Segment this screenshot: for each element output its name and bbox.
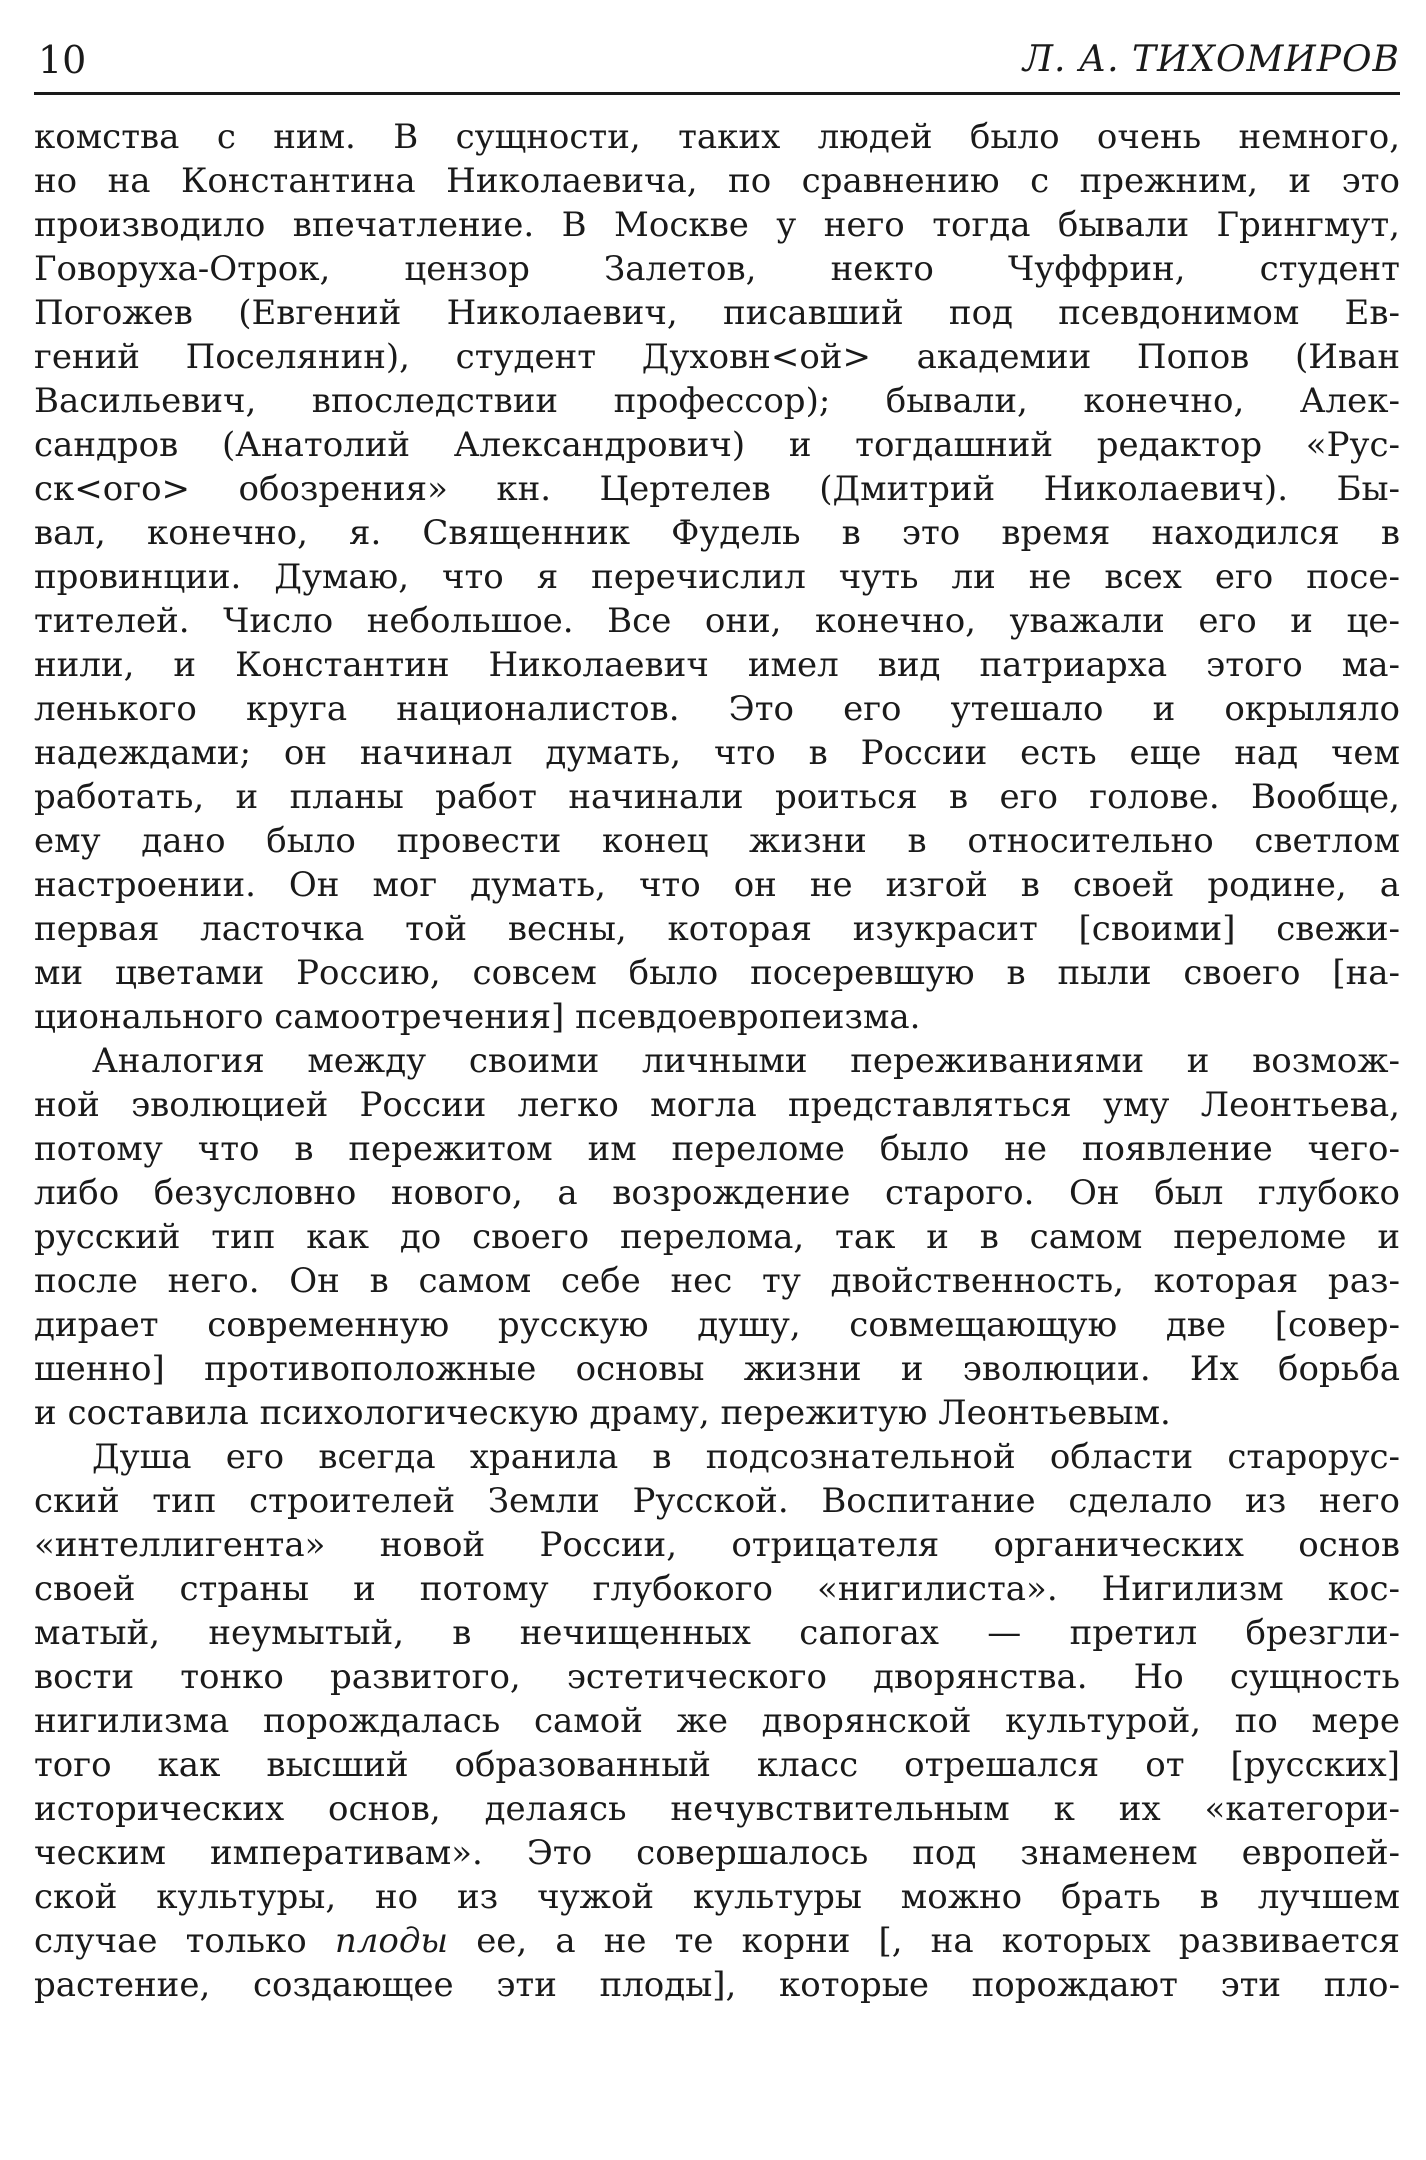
text-line: Аналогия между своими личными переживаниями и возмож- [92, 1041, 1400, 1081]
page-header [34, 34, 1400, 95]
italic-word: плоды [334, 1921, 449, 1961]
text-line: первая ласточка той весны, которая изукрасит [своими] свежи- [34, 909, 1400, 949]
paragraph-2 [34, 1039, 1400, 1435]
running-head: Л. А. ТИХОМИРОВ [1022, 39, 1400, 80]
text-line: и составила психологическую драму, пережитую Леонтьевым. [34, 1393, 1171, 1433]
text-run: случае только [34, 1921, 335, 1961]
text-line: потому что в пережитом им переломе было не появление чего- [34, 1129, 1400, 1169]
text-line: ционального самоотречения] псевдоевропеизма. [34, 997, 921, 1037]
text-line: ми цветами Россию, совсем было посеревшую в пыли своего [на- [34, 953, 1400, 993]
text-line: ской культуры, но из чужой культуры можно брать в лучшем [34, 1877, 1400, 1917]
text-line: но на Константина Николаевича, по сравнению с прежним, и это [34, 161, 1400, 201]
text-line: Душа его всегда хранила в подсознательной области старорус- [92, 1437, 1400, 1477]
text-line: растение, создающее эти плоды], которые порождают эти пло- [34, 1965, 1400, 2005]
text-line: дирает современную русскую душу, совмещающую две [совер- [34, 1305, 1400, 1345]
text-line: матый, неумытый, в нечищенных сапогах — претил брезгли- [34, 1613, 1400, 1653]
text-line: русский тип как до своего перелома, так и в самом переломе и [34, 1217, 1400, 1257]
text-line: ск<ого> обозрения» кн. Цертелев (Дмитрий Николаевич). Бы- [34, 469, 1400, 509]
text-line: Васильевич, впоследствии профессор); бывали, конечно, Алек- [34, 381, 1400, 421]
text-run: ее, а не те корни [, на которых развивается [448, 1921, 1400, 1961]
text-line: исторических основ, делаясь нечувствительным к их «категори- [34, 1789, 1400, 1829]
text-line: ной эволюцией России легко могла представляться уму Леонтьева, [34, 1085, 1400, 1125]
text-line: того как высший образованный класс отрешался от [русских] [34, 1745, 1400, 1785]
text-line: нили, и Константин Николаевич имел вид патриарха этого ма- [34, 645, 1400, 685]
text-line: производило впечатление. В Москве у него тогда бывали Грингмут, [34, 205, 1400, 245]
text-line: тителей. Число небольшое. Все они, конечно, уважали его и це- [34, 601, 1400, 641]
text-line: надеждами; он начинал думать, что в России есть еще над чем [34, 733, 1400, 773]
text-line: сандров (Анатолий Александрович) и тогдашний редактор «Рус- [34, 425, 1400, 465]
text-line: ческим императивам». Это совершалось под знаменем европей- [34, 1833, 1400, 1873]
text-line: комства с ним. В сущности, таких людей было очень немного, [34, 117, 1400, 157]
text-line-with-italic [34, 1919, 1400, 1963]
paragraph-1 [34, 115, 1400, 1039]
text-line: «интеллигента» новой России, отрицателя органических основ [34, 1525, 1400, 1565]
text-line: гений Поселянин), студент Духовн<ой> академии Попов (Иван [34, 337, 1400, 377]
text-line: после него. Он в самом себе нес ту двойственность, которая раз- [34, 1261, 1400, 1301]
text-line: ленького круга националистов. Это его утешало и окрыляло [34, 689, 1400, 729]
text-line: настроении. Он мог думать, что он не изгой в своей родине, а [34, 865, 1400, 905]
text-line: шенно] противоположные основы жизни и эволюции. Их борьба [34, 1349, 1400, 1389]
body-text [34, 115, 1400, 2007]
text-line: Говоруха-Отрок, цензор Залетов, некто Чуффрин, студент [34, 249, 1400, 289]
text-line: ему дано было провести конец жизни в относительно светлом [34, 821, 1400, 861]
text-line: вал, конечно, я. Священник Фудель в это время находился в [34, 513, 1400, 553]
text-line: ский тип строителей Земли Русской. Воспитание сделало из него [34, 1481, 1400, 1521]
text-line: нигилизма порождалась самой же дворянской культурой, по мере [34, 1701, 1400, 1741]
text-line: вости тонко развитого, эстетического дворянства. Но сущность [34, 1657, 1400, 1697]
book-page [34, 34, 1400, 2007]
text-line: провинции. Думаю, что я перечислил чуть ли не всех его посе- [34, 557, 1400, 597]
page-number: 10 [38, 38, 87, 82]
paragraph-3 [34, 1435, 1400, 2007]
text-line: Погожев (Евгений Николаевич, писавший под псевдонимом Ев- [34, 293, 1400, 333]
text-line: либо безусловно нового, а возрождение старого. Он был глубоко [34, 1173, 1400, 1213]
text-line: работать, и планы работ начинали роиться в его голове. Вообще, [34, 777, 1400, 817]
text-line: своей страны и потому глубокого «нигилиста». Нигилизм кос- [34, 1569, 1400, 1609]
